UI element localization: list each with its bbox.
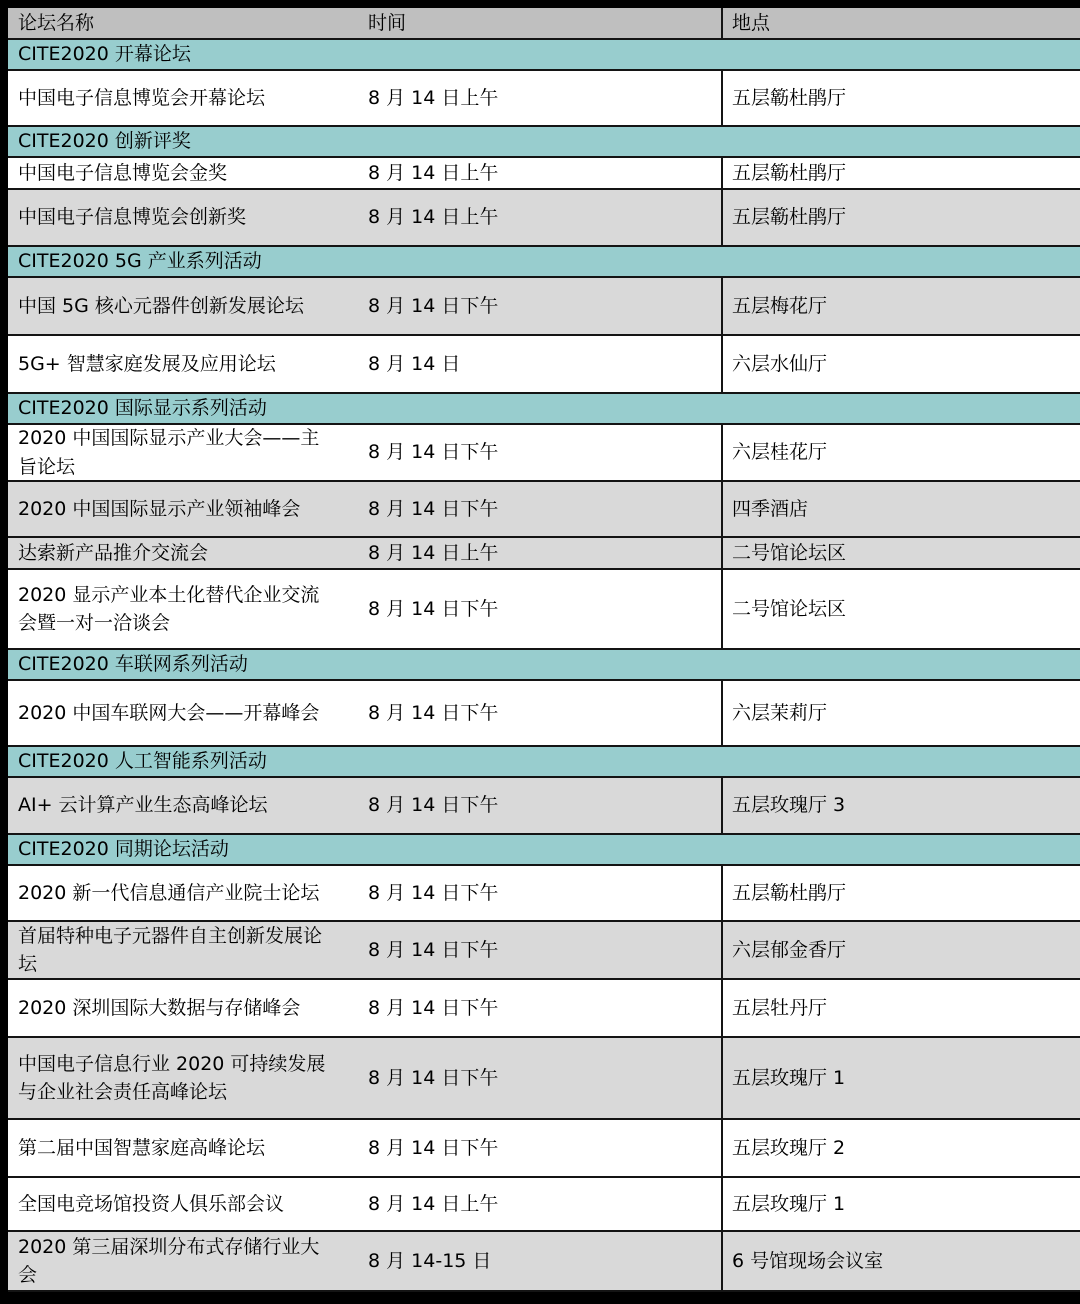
section-label: CITE2020 人工智能系列活动 xyxy=(18,750,267,773)
table-row xyxy=(8,1038,1080,1120)
section-row xyxy=(8,747,1080,778)
forum-name-cell: 2020 中国车联网大会——开幕峰会 xyxy=(18,701,320,724)
time-cell: 8 月 14 日下午 xyxy=(368,1066,499,1089)
venue-cell: 六层茉莉厅 xyxy=(721,681,1080,745)
venue-cell: 二号馆论坛区 xyxy=(721,570,1080,648)
section-row xyxy=(8,247,1080,278)
section-label: CITE2020 创新评奖 xyxy=(18,130,191,153)
table-row xyxy=(8,866,1080,922)
time-cell: 8 月 14 日下午 xyxy=(368,1136,499,1159)
table-row xyxy=(8,425,1080,482)
forum-name-cell: 2020 显示产业本土化替代企业交流会暨一对一洽谈会 xyxy=(18,583,320,634)
header-cell-forum-name: 论坛名称 xyxy=(18,11,95,34)
venue-cell: 六层桂花厅 xyxy=(721,425,1080,480)
venue-cell: 五层簕杜鹃厅 xyxy=(721,71,1080,125)
forum-name-cell: 中国电子信息博览会创新奖 xyxy=(18,206,247,229)
section-row xyxy=(8,394,1080,425)
section-label: CITE2020 开幕论坛 xyxy=(18,43,191,66)
table-row xyxy=(8,278,1080,336)
time-cell: 8 月 14 日下午 xyxy=(368,996,499,1019)
table-header-row xyxy=(8,8,1080,40)
header-cell-time: 时间 xyxy=(368,11,407,34)
forum-name-cell: 中国电子信息行业 2020 可持续发展与企业社会责任高峰论坛 xyxy=(18,1052,326,1103)
table-row xyxy=(8,71,1080,127)
section-row xyxy=(8,127,1080,158)
forum-name-cell: 首届特种电子元器件自主创新发展论坛 xyxy=(18,924,323,975)
forum-name-cell: 2020 新一代信息通信产业院士论坛 xyxy=(18,881,320,904)
forum-name-cell: 中国 5G 核心元器件创新发展论坛 xyxy=(18,294,304,317)
venue-cell: 五层簕杜鹃厅 xyxy=(721,158,1080,188)
time-cell: 8 月 14 日上午 xyxy=(368,86,499,109)
time-cell: 8 月 14 日上午 xyxy=(368,541,499,564)
forum-name-cell: 中国电子信息博览会金奖 xyxy=(18,161,228,184)
table-row xyxy=(8,1232,1080,1292)
forum-name-cell: 第二届中国智慧家庭高峰论坛 xyxy=(18,1136,266,1159)
venue-cell: 六层郁金香厅 xyxy=(721,922,1080,978)
table-row xyxy=(8,190,1080,247)
forum-name-cell: AI+ 云计算产业生态高峰论坛 xyxy=(18,794,268,817)
venue-cell: 6 号馆现场会议室 xyxy=(721,1232,1080,1290)
forum-name-cell: 2020 中国国际显示产业大会——主旨论坛 xyxy=(18,427,320,478)
time-cell: 8 月 14 日下午 xyxy=(368,597,499,620)
table-row xyxy=(8,336,1080,394)
venue-cell: 五层玫瑰厅 3 xyxy=(721,778,1080,833)
forum-name-cell: 2020 深圳国际大数据与存储峰会 xyxy=(18,996,301,1019)
time-cell: 8 月 14 日 xyxy=(368,352,461,375)
table-row xyxy=(8,538,1080,570)
table-row xyxy=(8,980,1080,1038)
venue-cell: 五层玫瑰厅 1 xyxy=(721,1178,1080,1230)
table-row xyxy=(8,1178,1080,1232)
venue-cell: 五层簕杜鹃厅 xyxy=(721,190,1080,245)
forum-name-cell: 2020 中国国际显示产业领袖峰会 xyxy=(18,497,301,520)
venue-cell: 四季酒店 xyxy=(721,482,1080,536)
time-cell: 8 月 14 日下午 xyxy=(368,294,499,317)
forum-name-cell: 中国电子信息博览会开幕论坛 xyxy=(18,86,266,109)
time-cell: 8 月 14 日下午 xyxy=(368,881,499,904)
venue-cell: 五层梅花厅 xyxy=(721,278,1080,334)
forum-name-cell: 达索新产品推介交流会 xyxy=(18,541,209,564)
time-cell: 8 月 14 日下午 xyxy=(368,701,499,724)
forum-schedule-table xyxy=(8,8,1080,1292)
table-row xyxy=(8,1120,1080,1178)
section-row xyxy=(8,650,1080,681)
venue-cell: 六层水仙厅 xyxy=(721,336,1080,392)
table-row xyxy=(8,681,1080,747)
time-cell: 8 月 14 日下午 xyxy=(368,497,499,520)
time-cell: 8 月 14 日上午 xyxy=(368,206,499,229)
table-row xyxy=(8,922,1080,980)
section-label: CITE2020 5G 产业系列活动 xyxy=(18,250,262,273)
time-cell: 8 月 14 日上午 xyxy=(368,1192,499,1215)
time-cell: 8 月 14 日下午 xyxy=(368,938,499,961)
header-cell-venue: 地点 xyxy=(721,8,1080,38)
time-cell: 8 月 14 日下午 xyxy=(368,441,499,464)
forum-name-cell: 全国电竞场馆投资人俱乐部会议 xyxy=(18,1192,285,1215)
table-row xyxy=(8,158,1080,190)
venue-cell: 五层牡丹厅 xyxy=(721,980,1080,1036)
forum-name-cell: 5G+ 智慧家庭发展及应用论坛 xyxy=(18,352,276,375)
section-label: CITE2020 同期论坛活动 xyxy=(18,838,229,861)
table-row xyxy=(8,482,1080,538)
venue-cell: 五层簕杜鹃厅 xyxy=(721,866,1080,920)
section-label: CITE2020 国际显示系列活动 xyxy=(18,397,267,420)
section-row xyxy=(8,40,1080,71)
venue-cell: 二号馆论坛区 xyxy=(721,538,1080,568)
section-row xyxy=(8,835,1080,866)
table-row xyxy=(8,778,1080,835)
time-cell: 8 月 14 日上午 xyxy=(368,161,499,184)
time-cell: 8 月 14 日下午 xyxy=(368,794,499,817)
venue-cell: 五层玫瑰厅 2 xyxy=(721,1120,1080,1176)
time-cell: 8 月 14-15 日 xyxy=(368,1249,492,1272)
forum-name-cell: 2020 第三届深圳分布式存储行业大会 xyxy=(18,1235,320,1286)
venue-cell: 五层玫瑰厅 1 xyxy=(721,1038,1080,1118)
table-row xyxy=(8,570,1080,650)
section-label: CITE2020 车联网系列活动 xyxy=(18,653,248,676)
